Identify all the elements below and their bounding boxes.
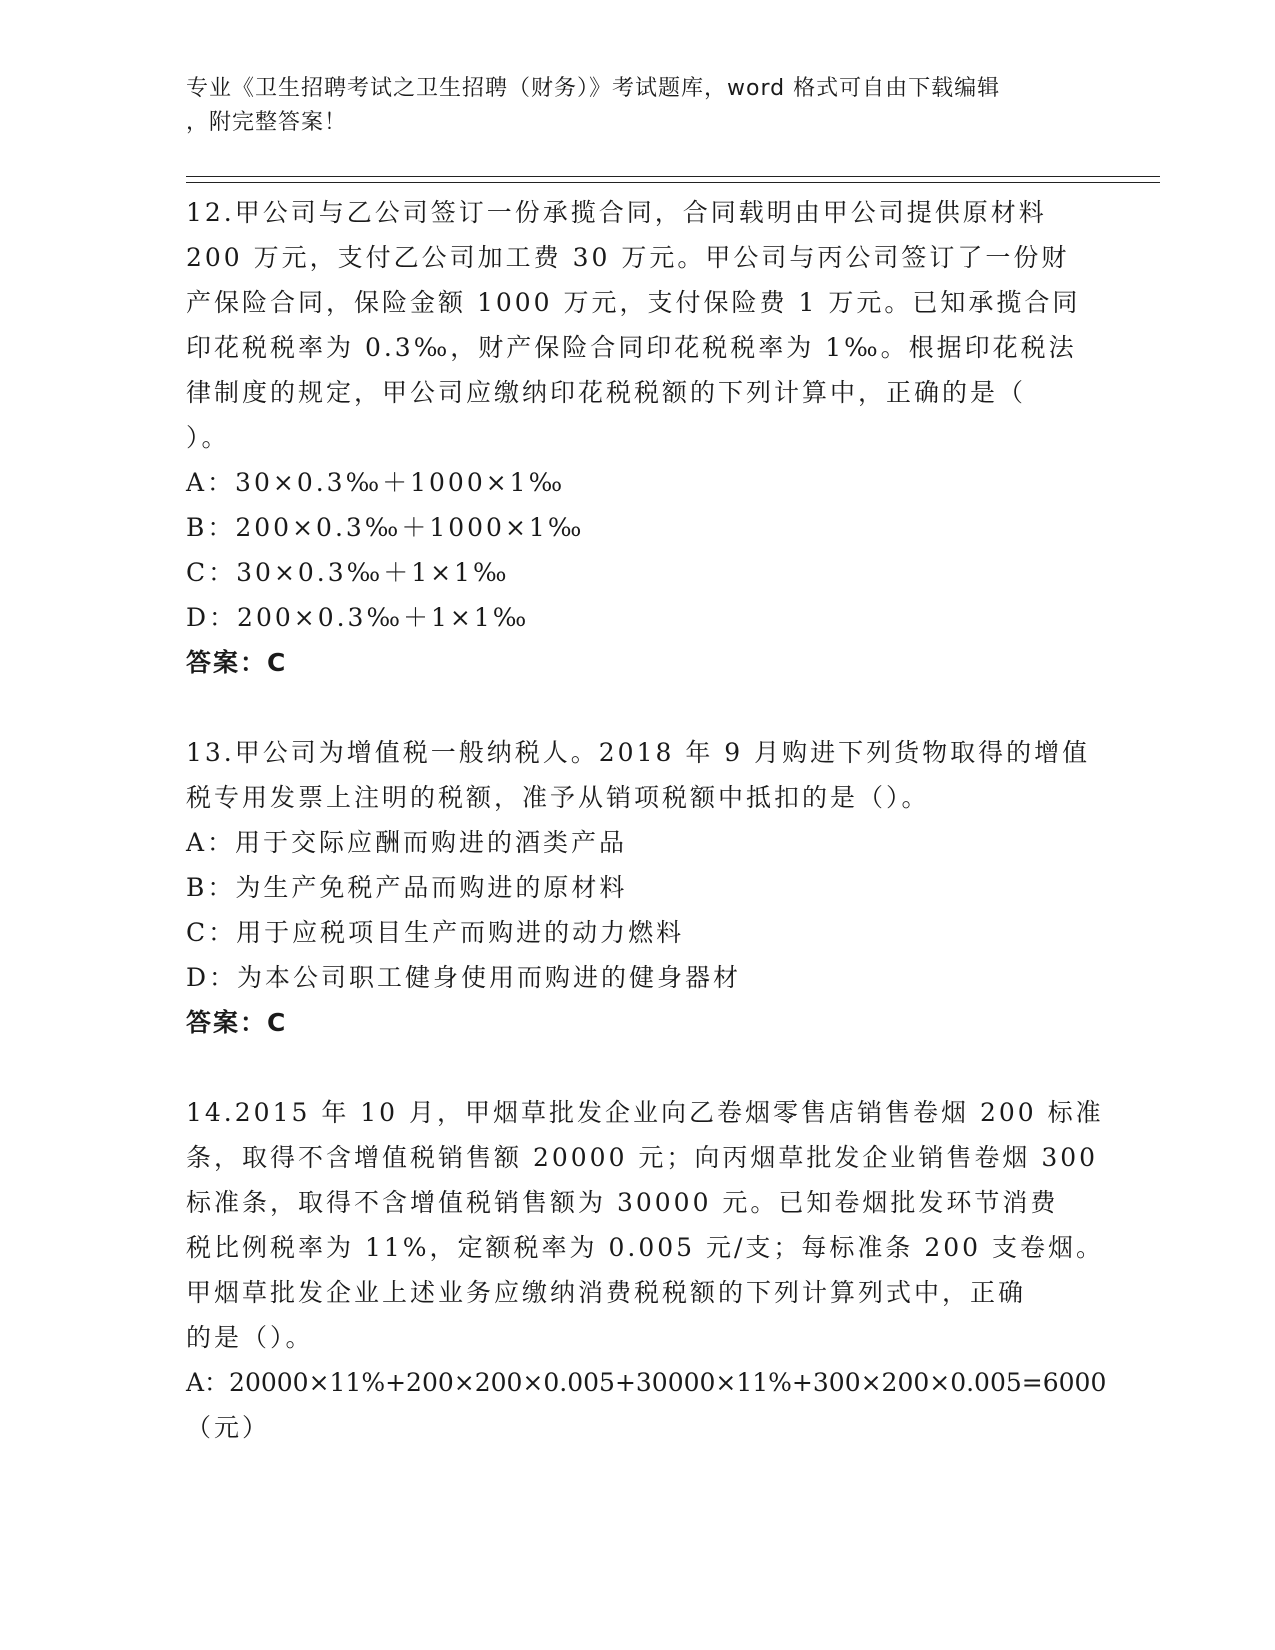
document-header [186,72,1086,140]
question-text-line: 产保险合同，保险金额 1000 万元，支付保险费 1 万元。已知承揽合同 [186,288,1081,317]
header-divider-bottom [186,182,1160,183]
header-line: 专业《卫生招聘考试之卫生招聘（财务）》考试题库，word 格式可自由下载编辑 [186,76,1001,101]
spacer [186,685,1086,730]
answer-label: 答案：C [186,1008,288,1037]
option-a-continuation: （元） [186,1413,271,1442]
option-a: A：30×0.3‰＋1000×1‰ [186,468,566,497]
answer-label: 答案：C [186,648,288,677]
question-12 [186,190,1086,685]
option-a: A：用于交际应酬而购进的酒类产品 [186,828,628,857]
question-14 [186,1090,1107,1450]
question-text-line: 13.甲公司为增值税一般纳税人。2018 年 9 月购进下列货物取得的增值 [186,738,1091,767]
question-text-line: 条，取得不含增值税销售额 20000 元；向丙烟草批发企业销售卷烟 300 [186,1143,1099,1172]
option-b: B：为生产免税产品而购进的原材料 [186,873,628,902]
question-13 [186,730,1091,1045]
question-text-line: 印花税税率为 0.3‰，财产保险合同印花税税率为 1‰。根据印花税法 [186,333,1077,362]
question-text-line: 税比例税率为 11%，定额税率为 0.005 元/支；每标准条 200 支卷烟。 [186,1233,1105,1262]
question-text-line: 14.2015 年 10 月，甲烟草批发企业向乙卷烟零售店销售卷烟 200 标准 [186,1098,1104,1127]
option-c: C：用于应税项目生产而购进的动力燃料 [186,918,685,947]
option-b: B：200×0.3‰＋1000×1‰ [186,513,585,542]
option-c: C：30×0.3‰＋1×1‰ [186,558,510,587]
option-d: D：200×0.3‰＋1×1‰ [186,603,530,632]
question-text-line: 12.甲公司与乙公司签订一份承揽合同，合同载明由甲公司提供原材料 [186,198,1047,227]
spacer [186,1045,1086,1090]
question-text-line: 律制度的规定，甲公司应缴纳印花税税额的下列计算中，正确的是（ [186,378,1027,407]
question-text-line: 200 万元，支付乙公司加工费 30 万元。甲公司与丙公司签订了一份财 [186,243,1070,272]
question-text-line: 标准条，取得不含增值税销售额为 30000 元。已知卷烟批发环节消费 [186,1188,1059,1217]
question-text-line: 甲烟草批发企业上述业务应缴纳消费税税额的下列计算列式中，正确 [186,1278,1027,1307]
option-a: A：20000×11%+200×200×0.005+30000×11%+300×200×0.005=6000 [186,1368,1107,1397]
header-divider-top [186,176,1160,177]
option-d: D：为本公司职工健身使用而购进的健身器材 [186,963,742,992]
header-line: ，附完整答案！ [186,110,348,135]
question-text-line: ）。 [186,423,230,452]
question-text-line: 的是（）。 [186,1323,314,1352]
question-text-line: 税专用发票上注明的税额，准予从销项税额中抵扣的是（）。 [186,783,930,812]
question-list [186,190,1107,1450]
